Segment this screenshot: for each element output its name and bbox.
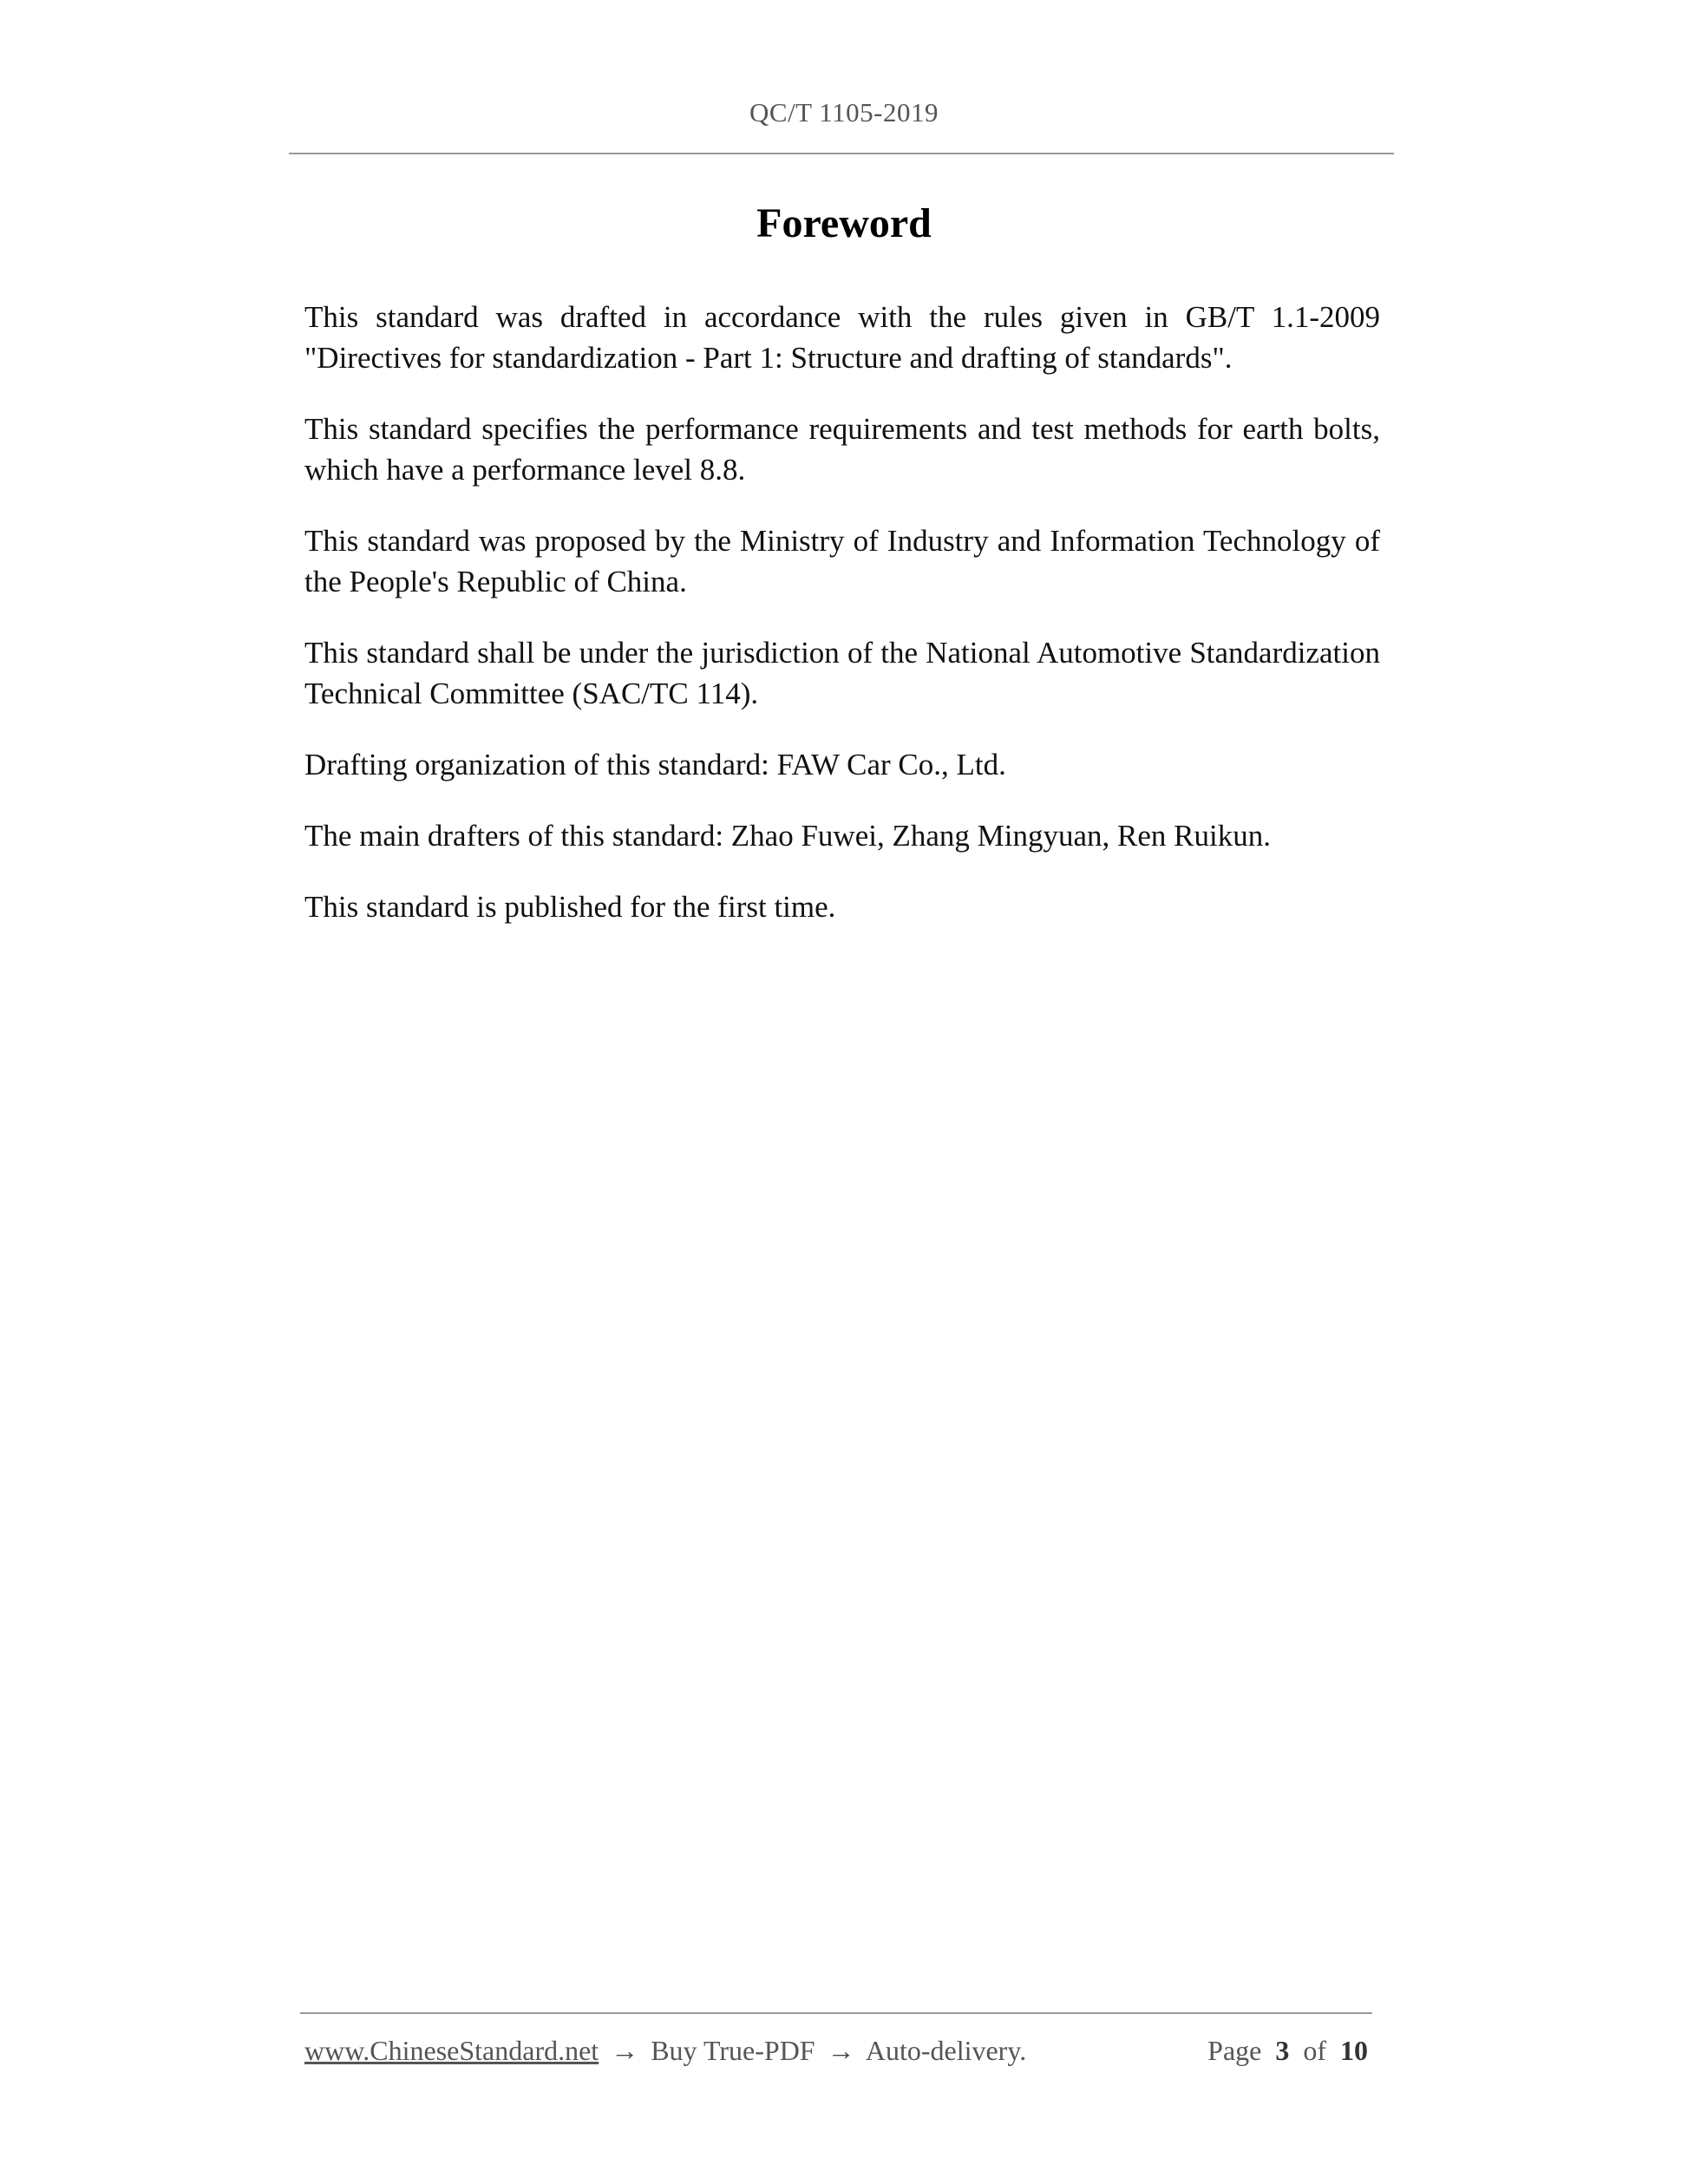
buy-true-pdf-text: Buy True-PDF <box>651 2035 815 2066</box>
standard-code-header: QC/T 1105-2019 <box>749 97 939 128</box>
page-label: Page <box>1207 2035 1262 2066</box>
footer-divider <box>300 2012 1372 2014</box>
page-footer <box>304 2035 1368 2073</box>
paragraph-drafting-rules: This standard was drafted in accordance with the rules given in GB/T 1.1-2009 "Directives for standardization - Part 1: Structure and drafting of standards". <box>304 300 1380 375</box>
page-title: Foreword <box>756 200 932 246</box>
page-total: 10 <box>1340 2035 1368 2066</box>
paragraph-first-publication: This standard is published for the first time. <box>304 890 836 924</box>
paragraph-drafting-organization: Drafting organization of this standard: FAW Car Co., Ltd. <box>304 748 1006 781</box>
page-current: 3 <box>1275 2035 1290 2066</box>
right-arrow-icon: → <box>827 2035 855 2066</box>
paragraph-main-drafters: The main drafters of this standard: Zhao Fuwei, Zhang Mingyuan, Ren Ruikun. <box>304 819 1271 853</box>
auto-delivery-text: Auto-delivery. <box>865 2035 1027 2066</box>
website-link[interactable]: www.ChineseStandard.net <box>304 2035 599 2066</box>
paragraph-scope: This standard specifies the performance requirements and test methods for earth bolts, which have a performance level 8.8. <box>304 412 1380 487</box>
paragraph-jurisdiction: This standard shall be under the jurisdiction of the National Automotive Standardization Technical Committee (SAC/TC 114). <box>304 636 1380 710</box>
paragraph-proposer: This standard was proposed by the Ministry of Industry and Information Technology of the People's Republic of China. <box>304 524 1380 598</box>
right-arrow-icon: → <box>611 2035 639 2066</box>
foreword-body <box>304 297 1380 958</box>
header-divider <box>289 153 1394 154</box>
footer-promo <box>304 2035 1026 2067</box>
page-of-label: of <box>1303 2035 1326 2066</box>
page-number <box>1207 2035 1368 2067</box>
